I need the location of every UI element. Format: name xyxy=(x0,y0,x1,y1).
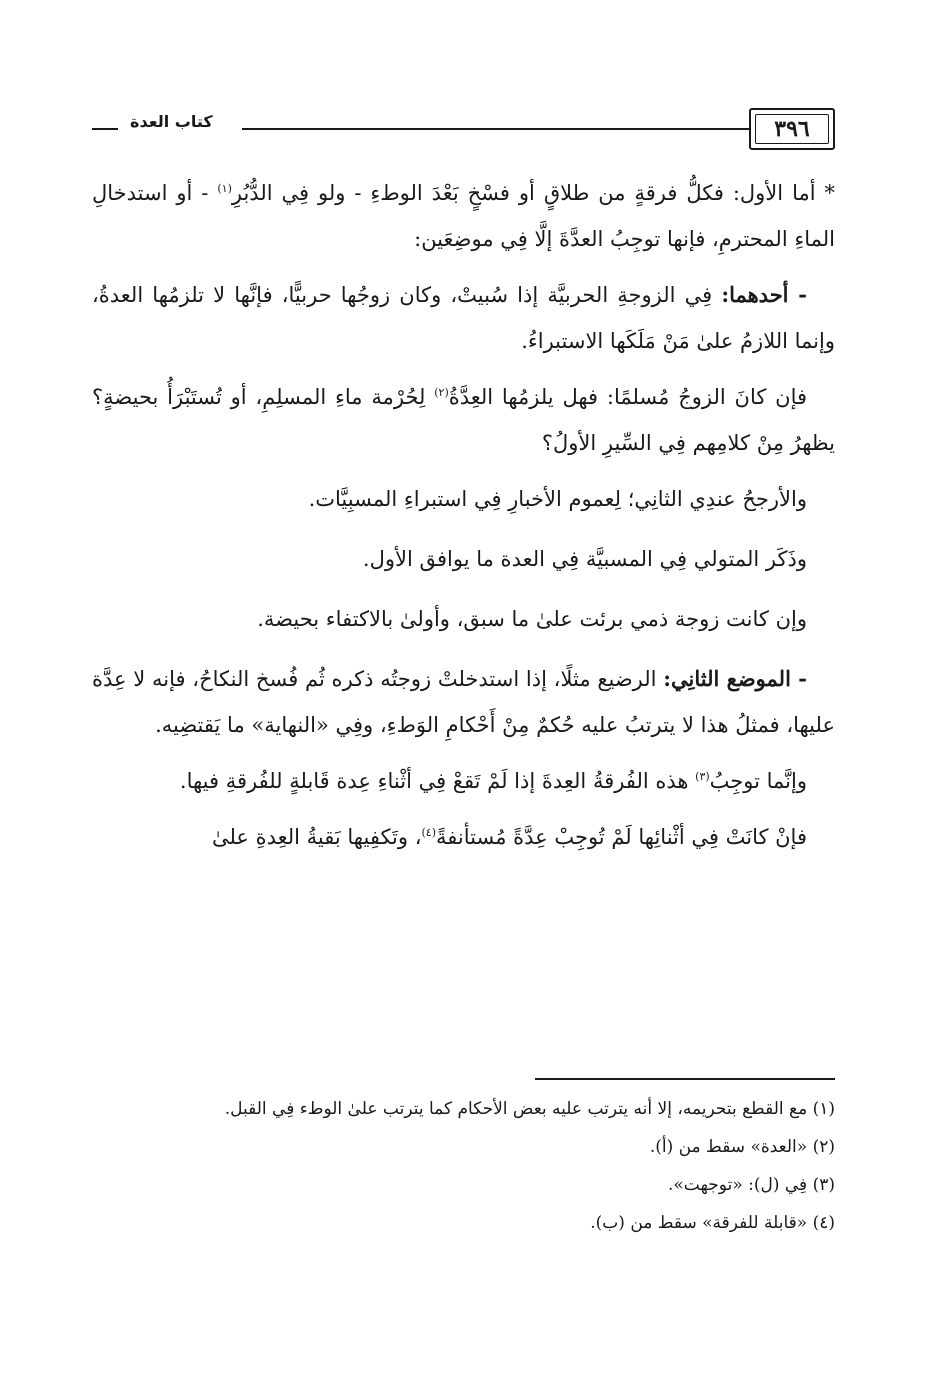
paragraph: وإنَّما توجِبُ$^{(٣)}$ هذه الفُرقةُ العِدةَ إذا لَمْ تَقعْ فِي أثْناءِ عِدة قَابلةٍ للفُرقةِ فيها. xyxy=(179,769,807,793)
paragraph: وذَكَر المتولي فِي المسبيَّة فِي العدة ما يوافق الأول. xyxy=(362,547,807,571)
footnote: (٤) «قابلة للفرقة» سقط من (ب). xyxy=(590,1213,835,1233)
footnote: (٢) «العدة» سقط من (أ). xyxy=(649,1137,835,1157)
header-rule xyxy=(242,128,735,130)
header-rule-right xyxy=(735,128,749,130)
page-number-frame xyxy=(749,108,835,150)
footnote: (١) مع القطع بتحريمه، إلا أنه يترتب عليه بعض الأحكام كما يترتب علىٰ الوطء فِي القبل. xyxy=(224,1099,835,1119)
footnote-marker: (١) xyxy=(217,182,232,195)
footnote-marker: (٤) xyxy=(421,826,436,839)
footnotes xyxy=(92,1090,835,1242)
page-number: ٣٩٦ xyxy=(755,114,829,144)
paragraph: فإنْ كانَتْ فِي أثْنائِها لَمْ تُوجِبْ عِدَّةً مُستأنفةً$^{(٤)}$، وتَكفِيها بَقيةُ العِدةِ علىٰ xyxy=(211,825,807,849)
chapter-title: كتاب العدة xyxy=(130,112,213,131)
page-header xyxy=(92,108,835,158)
footnote: (٣) فِي (ل): «توجهت». xyxy=(667,1175,835,1195)
paragraph: والأرجحُ عندِي الثانِي؛ لِعموم الأخبارِ فِي استبراءِ المسبِيَّات. xyxy=(308,487,807,511)
paragraph: فإن كانَ الزوجُ مُسلمًا: فهل يلزمُها العِدَّةُ$^{(٢)}$ لِحُرْمة ماءِ المسلِمِ، أو تُستَبْرَأُ بحيضةٍ؟ يظهرُ مِنْ كلامِهم فِي السِّيرِ الأولُ؟ xyxy=(92,385,835,455)
paragraph: * أما الأول: فكلُّ فرقةٍ من طلاقٍ أو فسْخٍ بَعْدَ الوطءِ - ولو فِي الدُّبُرِ$^{(١)}$ - أو استدخالِ الماءِ المحترمِ، فإنها توجِبُ العدَّةَ إلَّا فِي موضِعَين: xyxy=(92,181,835,251)
footnote-marker: (٢) xyxy=(434,386,449,399)
footnote-marker: (٣) xyxy=(695,770,710,783)
paragraph: وإن كانت زوجة ذمي برئت علىٰ ما سبق، وأولىٰ بالاكتفاء بحيضة. xyxy=(257,607,807,631)
footnote-separator xyxy=(535,1078,835,1080)
main-text xyxy=(92,170,835,870)
header-rule-left xyxy=(92,128,118,130)
paragraph: - أحدهما: فِي الزوجةِ الحربيَّة إذا سُبيتْ، وكان زوجُها حربيًّا، فإنَّها لا تلزمُها العدةُ، وإنما اللازمُ علىٰ مَنْ مَلَكَها الاستبراءُ. xyxy=(92,282,835,353)
paragraph: - الموضع الثانِي: الرضيع مثلًا، إذا استدخلتْ زوجتُه ذكره ثُم فُسخ النكاحُ، فإنه لا عِدَّة عليها، فمثلُ هذا لا يترتبُ عليه حُكمٌ مِنْ أَحْكامِ الوَطءِ، وفِي «النهاية» ما يَقتضِيه. xyxy=(92,666,835,737)
